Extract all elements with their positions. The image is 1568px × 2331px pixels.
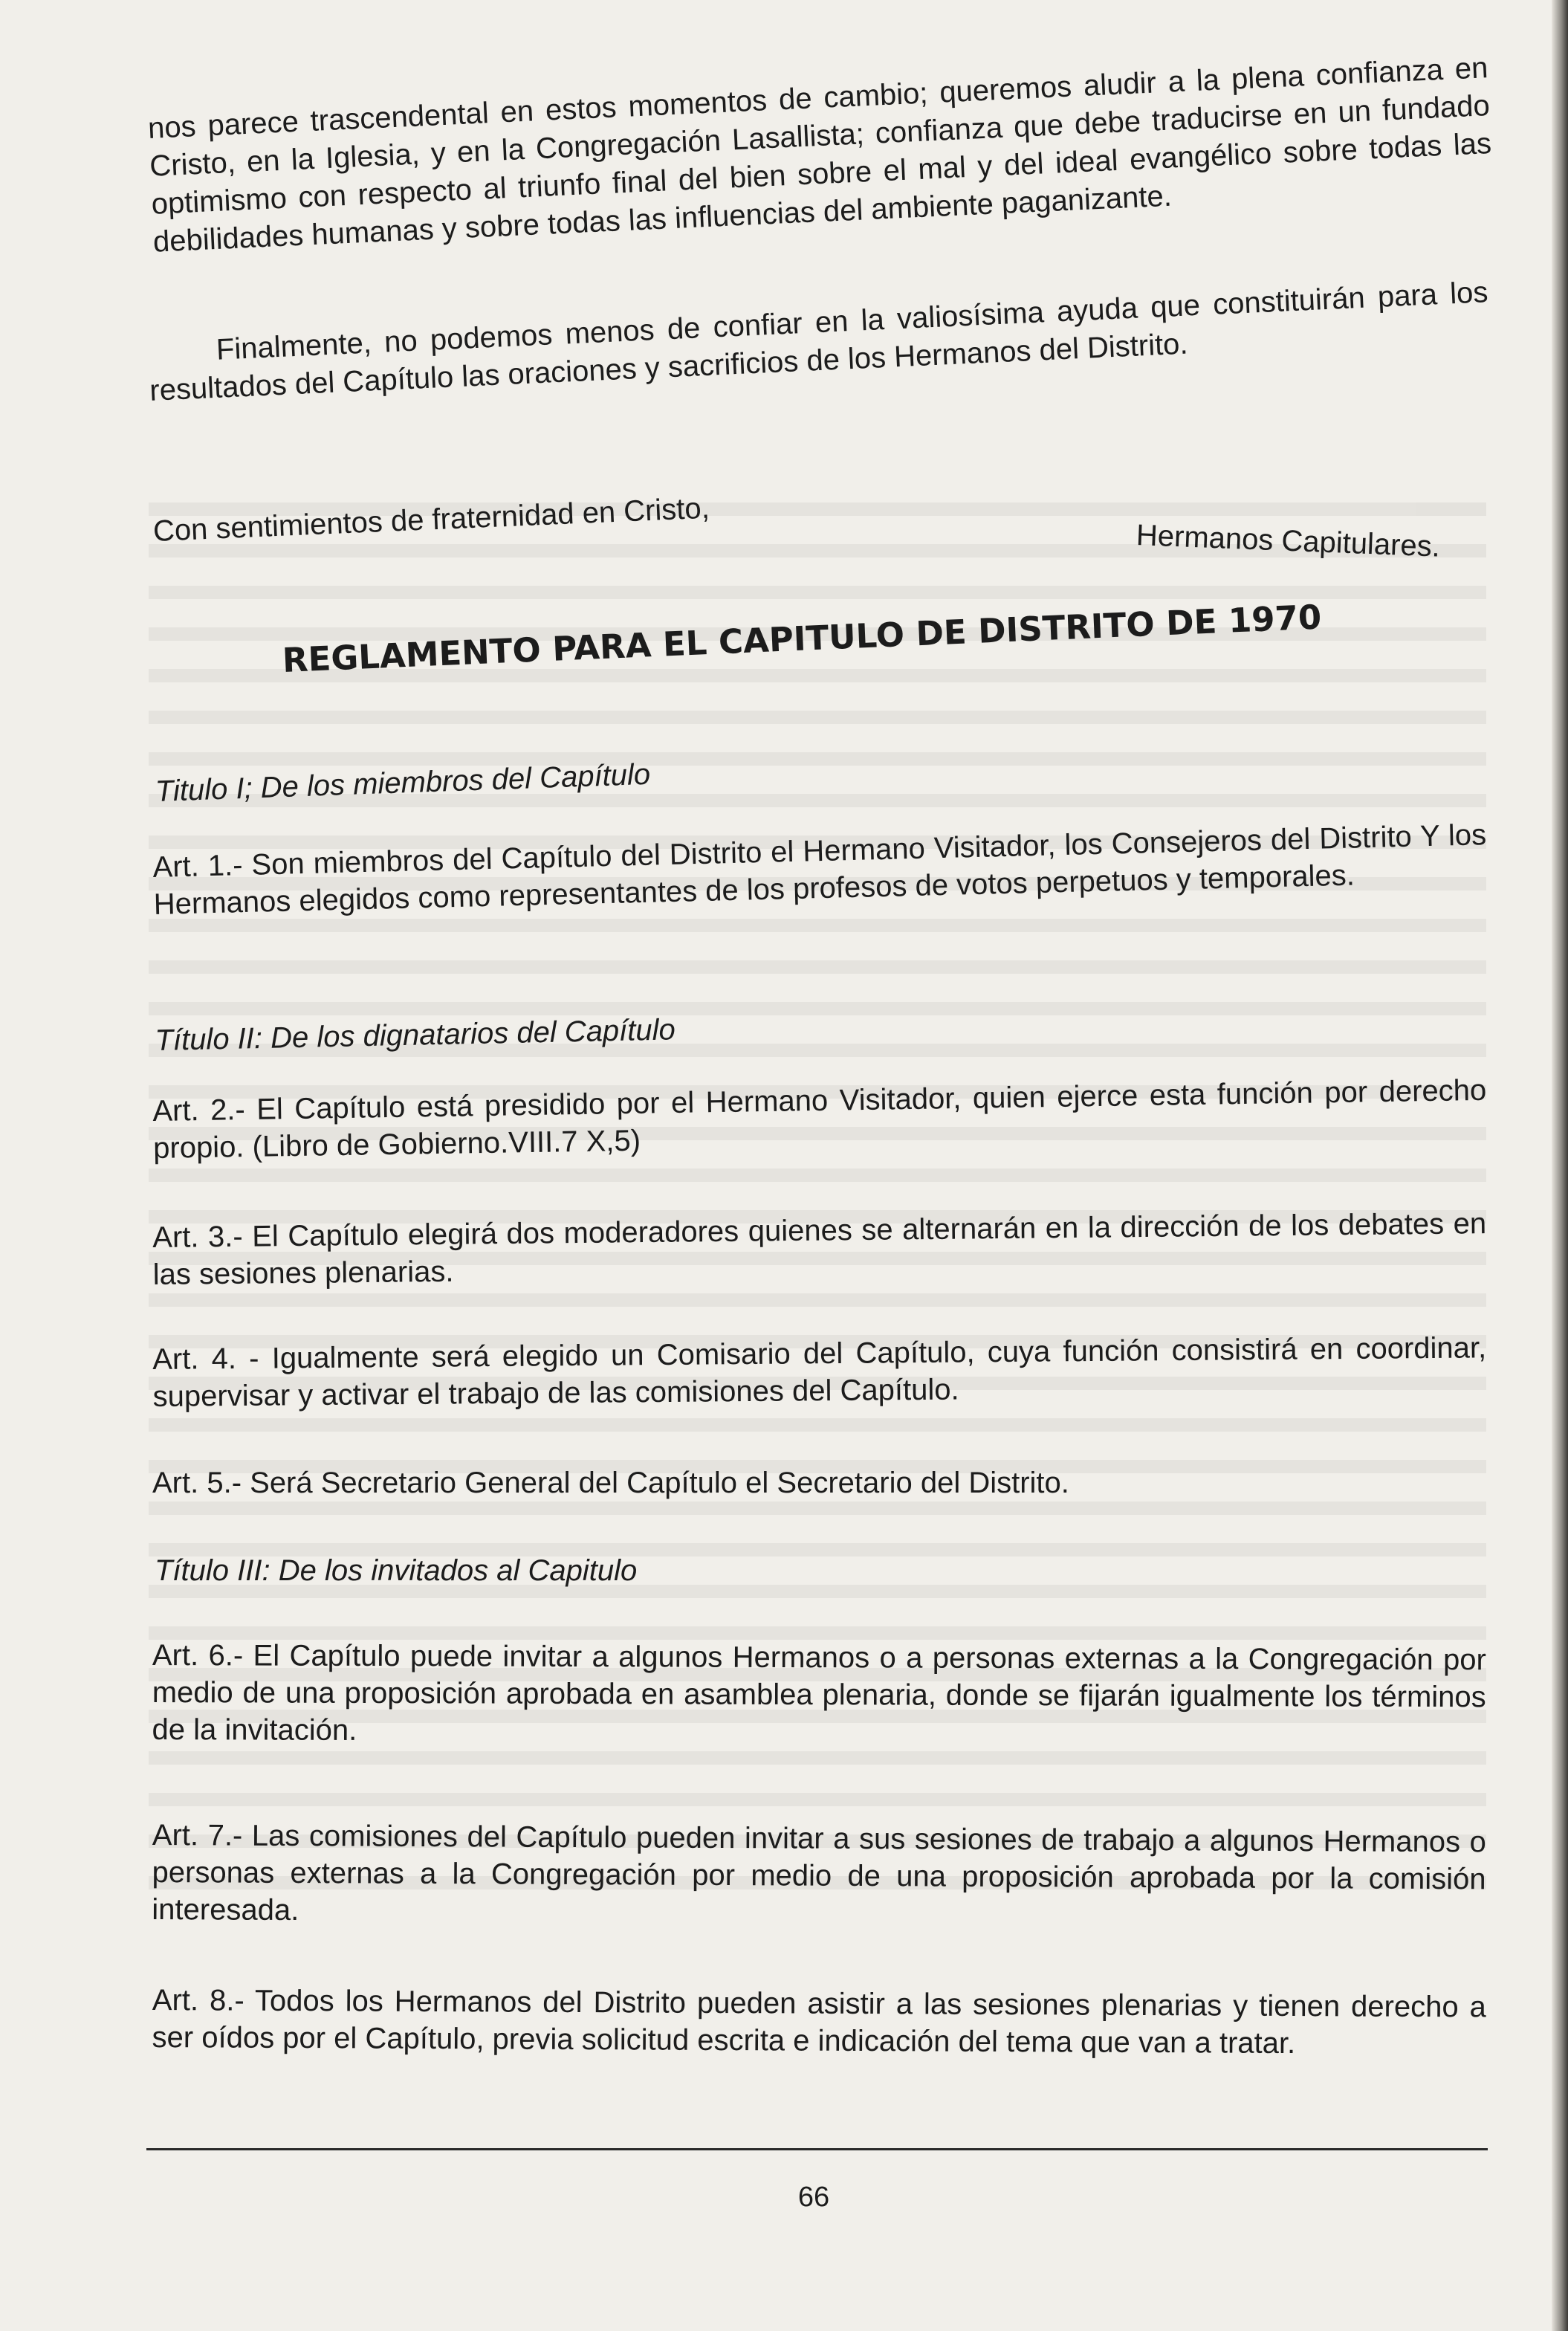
article-2-text: Art. 2.- El Capítulo está presidido por el Hermano Visitador, quien ejerce esta función por derecho propio. (Libro de Gobierno.VIII.7 X,5) bbox=[152, 1073, 1487, 1165]
footer-rule bbox=[146, 2148, 1488, 2150]
closing-text: Con sentimientos de fraternidad en Cristo, bbox=[152, 491, 710, 548]
article-6-text: Art. 6.- El Capítulo puede invitar a algunos Hermanos o a personas externas a la Congregación por medio de una proposición aprobada en asamblea plenaria, donde se fijarán igualmente los términos de la invitación. bbox=[152, 1639, 1486, 1747]
page-number: 66 bbox=[797, 2182, 830, 2213]
article-5-text: Art. 5.- Será Secretario General del Capítulo el Secretario del Distrito. bbox=[152, 1467, 1069, 1499]
article-6 bbox=[152, 1637, 1486, 1753]
section-title-2 bbox=[155, 1008, 824, 1059]
article-1-text: Art. 1.- Son miembros del Capítulo del Distrito el Hermano Visitador, los Consejeros del Distrito Y los Hermanos elegidos como representantes de los profesos de votos perpetuos y temporales. bbox=[152, 818, 1487, 921]
article-5 bbox=[152, 1464, 1486, 1501]
article-7 bbox=[152, 1817, 1486, 1935]
intro-paragraph-2 bbox=[147, 274, 1491, 410]
signature bbox=[1135, 517, 1509, 568]
signature-text: Hermanos Capitulares. bbox=[1135, 518, 1441, 563]
article-3 bbox=[152, 1205, 1487, 1293]
intro-paragraph-2-text: Finalmente, no podemos menos de confiar en la valiosísima ayuda que constituirán para los resultados del Capítulo las oraciones y sacrificios de los Hermanos del Distrito. bbox=[149, 276, 1489, 407]
section-title-2-text: Título II: De los dignatarios del Capítulo bbox=[155, 1013, 676, 1057]
article-7-text: Art. 7.- Las comisiones del Capítulo pueden invitar a sus sesiones de trabajo a algunos Hermanos o personas externas a la Congregación por medio de una proposición aprobada por la comisión interesada. bbox=[152, 1819, 1486, 1927]
article-8-text: Art. 8.- Todos los Hermanos del Distrito pueden asistir a las sesiones plenarias y tienen derecho a ser oídos por el Capítulo, previa solicitud escrita e indicación del tema que van a tratar. bbox=[152, 1984, 1486, 2060]
article-2 bbox=[152, 1072, 1487, 1167]
section-title-1 bbox=[155, 750, 824, 810]
closing-line bbox=[152, 485, 822, 550]
article-4 bbox=[152, 1329, 1487, 1415]
section-title-1-text: Titulo I; De los miembros del Capítulo bbox=[155, 757, 651, 808]
intro-paragraph-1 bbox=[147, 49, 1494, 262]
article-8 bbox=[152, 1982, 1486, 2063]
book-spine-shadow bbox=[1552, 0, 1568, 2331]
section-title-3-text: Título III: De los invitados al Capitulo bbox=[155, 1554, 638, 1587]
regulation-title: REGLAMENTO PARA EL CAPITULO DE DISTRITO DE 1970 bbox=[281, 597, 1323, 680]
article-4-text: Art. 4. - Igualmente será elegido un Comisario del Capítulo, cuya función consistirá en coordinar, supervisar y activar el trabajo de las comisiones del Capítulo. bbox=[152, 1331, 1487, 1413]
article-1 bbox=[152, 816, 1488, 923]
intro-paragraph-1-text: nos parece trascendental en estos momentos de cambio; queremos aludir a la plena confianza en Cristo, en la Iglesia, y en la Congregación Lasallista; confianza que debe traducirse en un fundado optimismo con respecto al triunfo final del bien sobre el mal y del ideal evangélico sobre todas las debilidades humanas y sobre todas las influencias del ambiente paganizante. bbox=[147, 51, 1492, 259]
article-3-text: Art. 3.- El Capítulo elegirá dos moderadores quienes se alternarán en la dirección de los debates en las sesiones plenarias. bbox=[152, 1207, 1487, 1291]
section-title-3 bbox=[155, 1552, 823, 1589]
